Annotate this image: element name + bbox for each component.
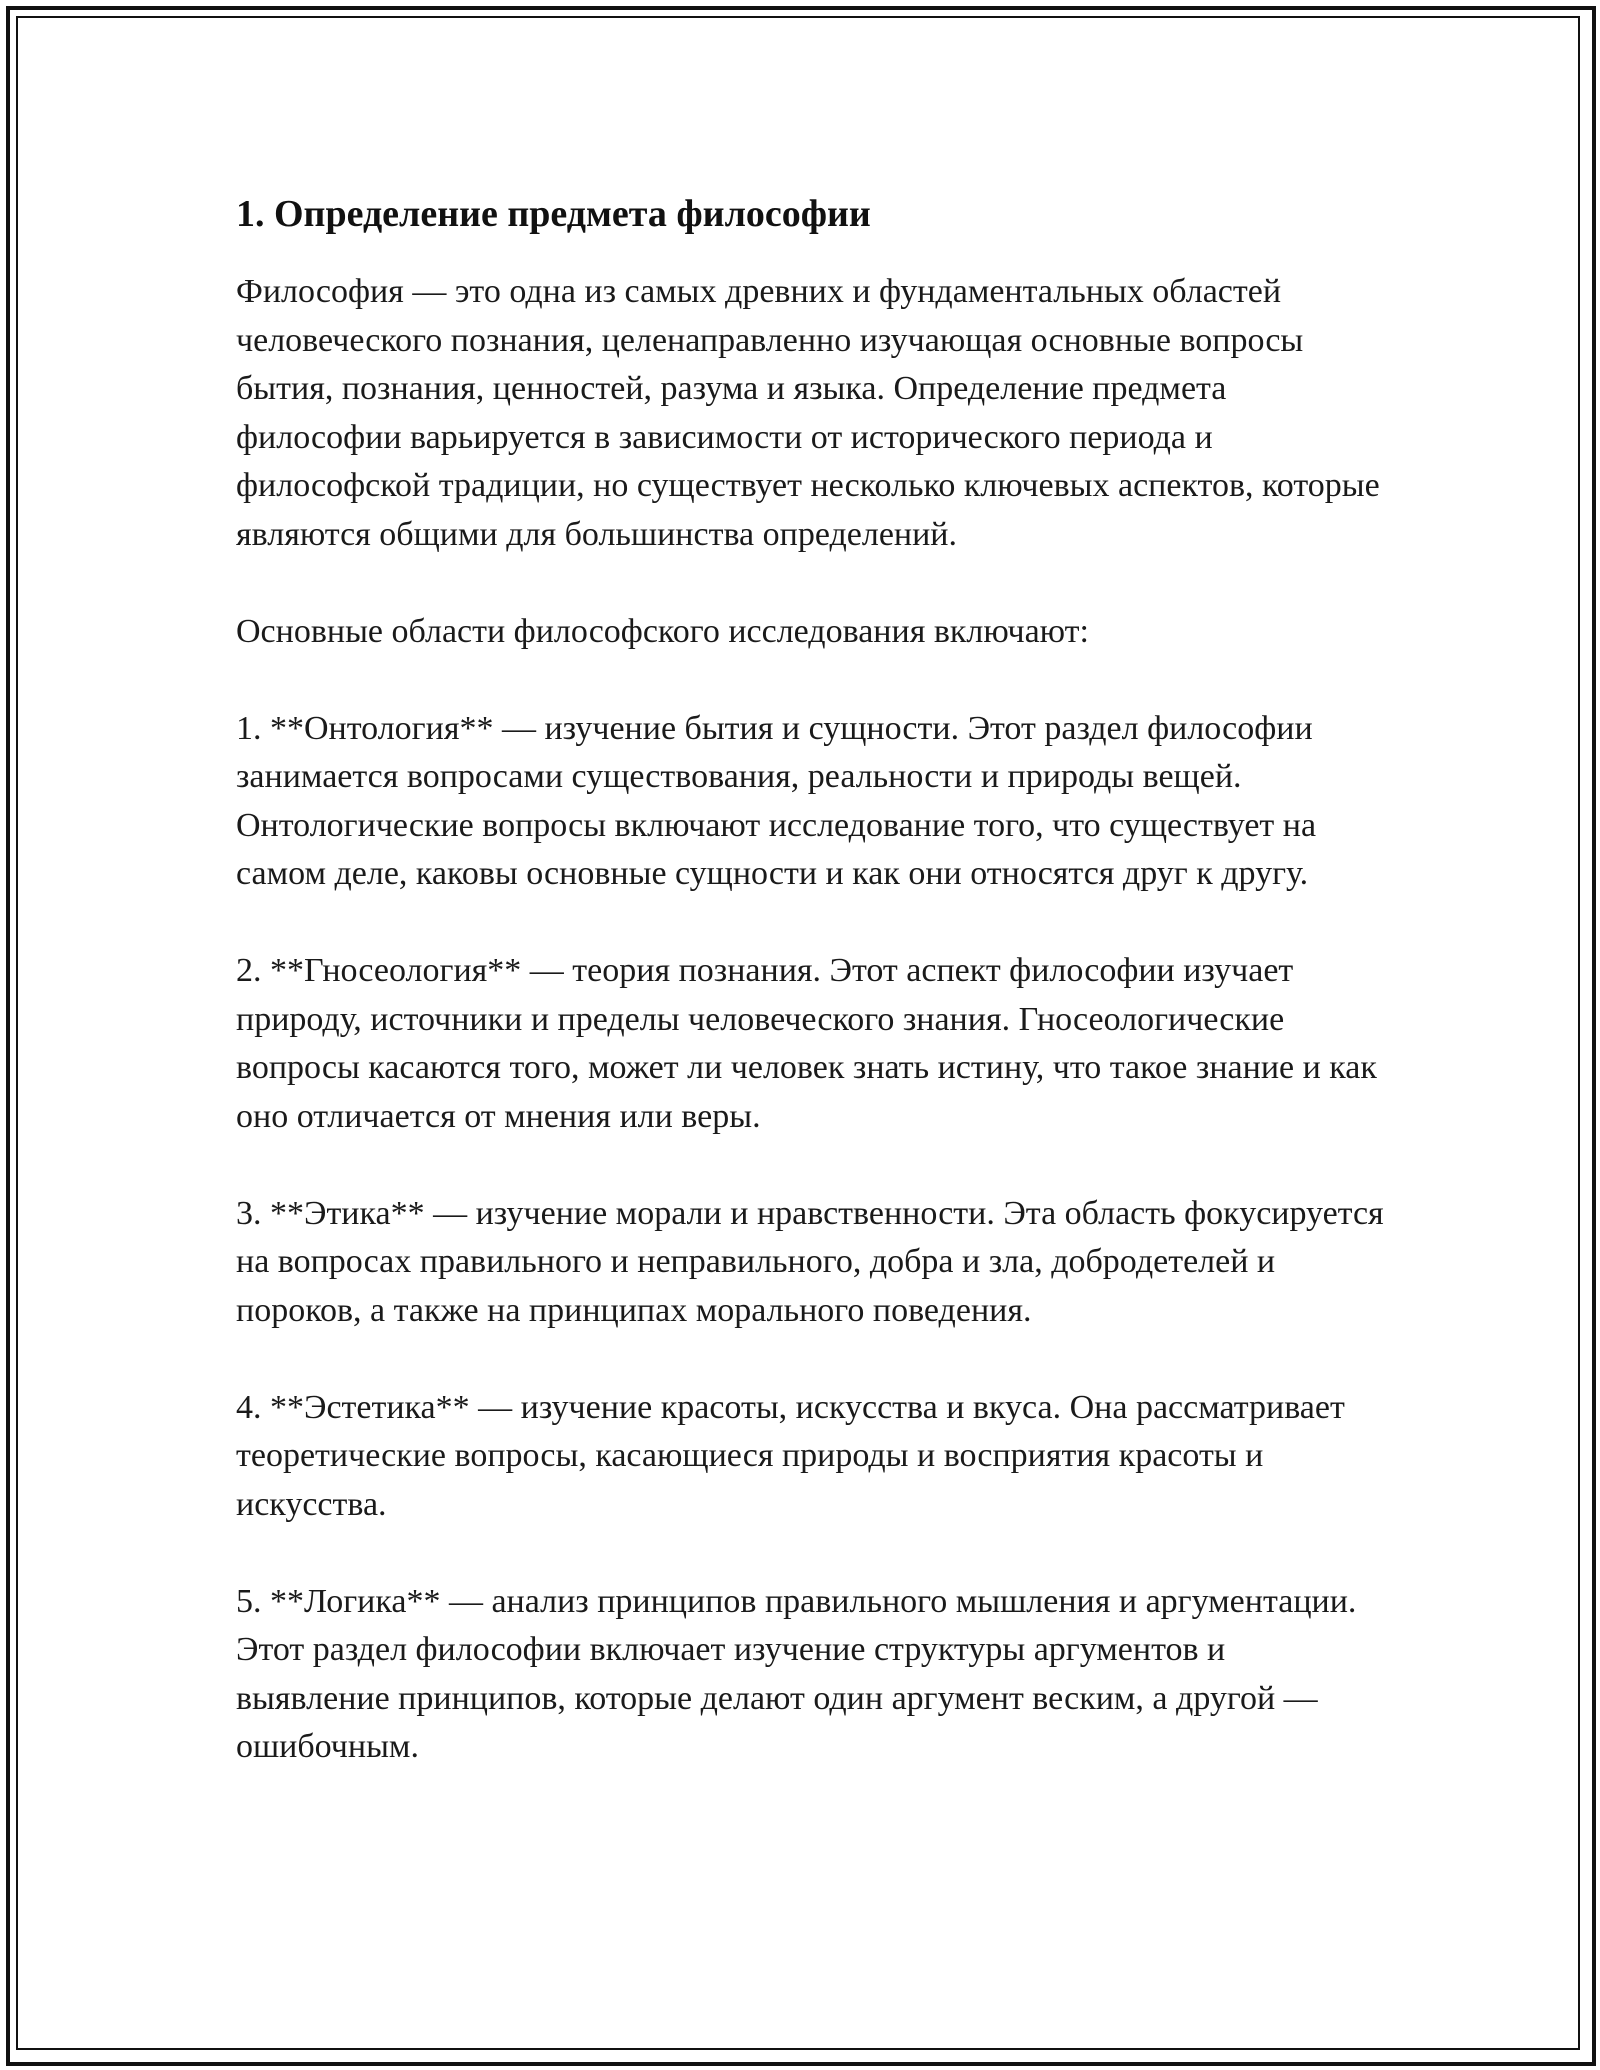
list-item-aesthetics: 4. **Эстетика** — изучение красоты, искусства и вкуса. Она рассматривает теоретические вопросы, касающиеся природы и восприятия красоты и искусства. (236, 1388, 1345, 1523)
list-item-gnoseology: 2. **Гносеология** — теория познания. Этот аспект философии изучает природу, источники и пределы человеческого знания. Гносеологические вопросы касаются того, может ли человек знать истину, что такое знание и как оно отличается от мнения или веры. (236, 952, 1377, 1135)
areas-heading: Основные области философского исследования включают: (236, 612, 1089, 650)
list-item-ontology: 1. **Онтология** — изучение бытия и сущности. Этот раздел философии занимается вопросами существования, реальности и природы вещей. Онтологические вопросы включают исследование того, что существует на самом деле, каковы основные сущности и как они относятся друг к другу. (236, 709, 1317, 892)
intro-paragraph: Философия — это одна из самых древних и фундаментальных областей человеческого познания, целенаправленно изучающая основные вопросы бытия, познания, ценностей, разума и языка. Определение предмета философии варьируется в зависимости от исторического периода и философской традиции, но существует несколько ключевых аспектов, которые являются общими для большинства определений. (236, 273, 1380, 553)
list-item-logic: 5. **Логика** — анализ принципов правильного мышления и аргументации. Этот раздел философии включает изучение структуры аргументов и выявление принципов, которые делают один аргумент веским, а другой — ошибочным. (236, 1582, 1357, 1765)
document-body (236, 190, 1386, 1772)
list-item-ethics: 3. **Этика** — изучение морали и нравственности. Эта область фокусируется на вопросах правильного и неправильного, добра и зла, добродетелей и пороков, а также на принципах морального поведения. (236, 1194, 1384, 1329)
section-title: 1. Определение предмета философии (236, 193, 871, 235)
